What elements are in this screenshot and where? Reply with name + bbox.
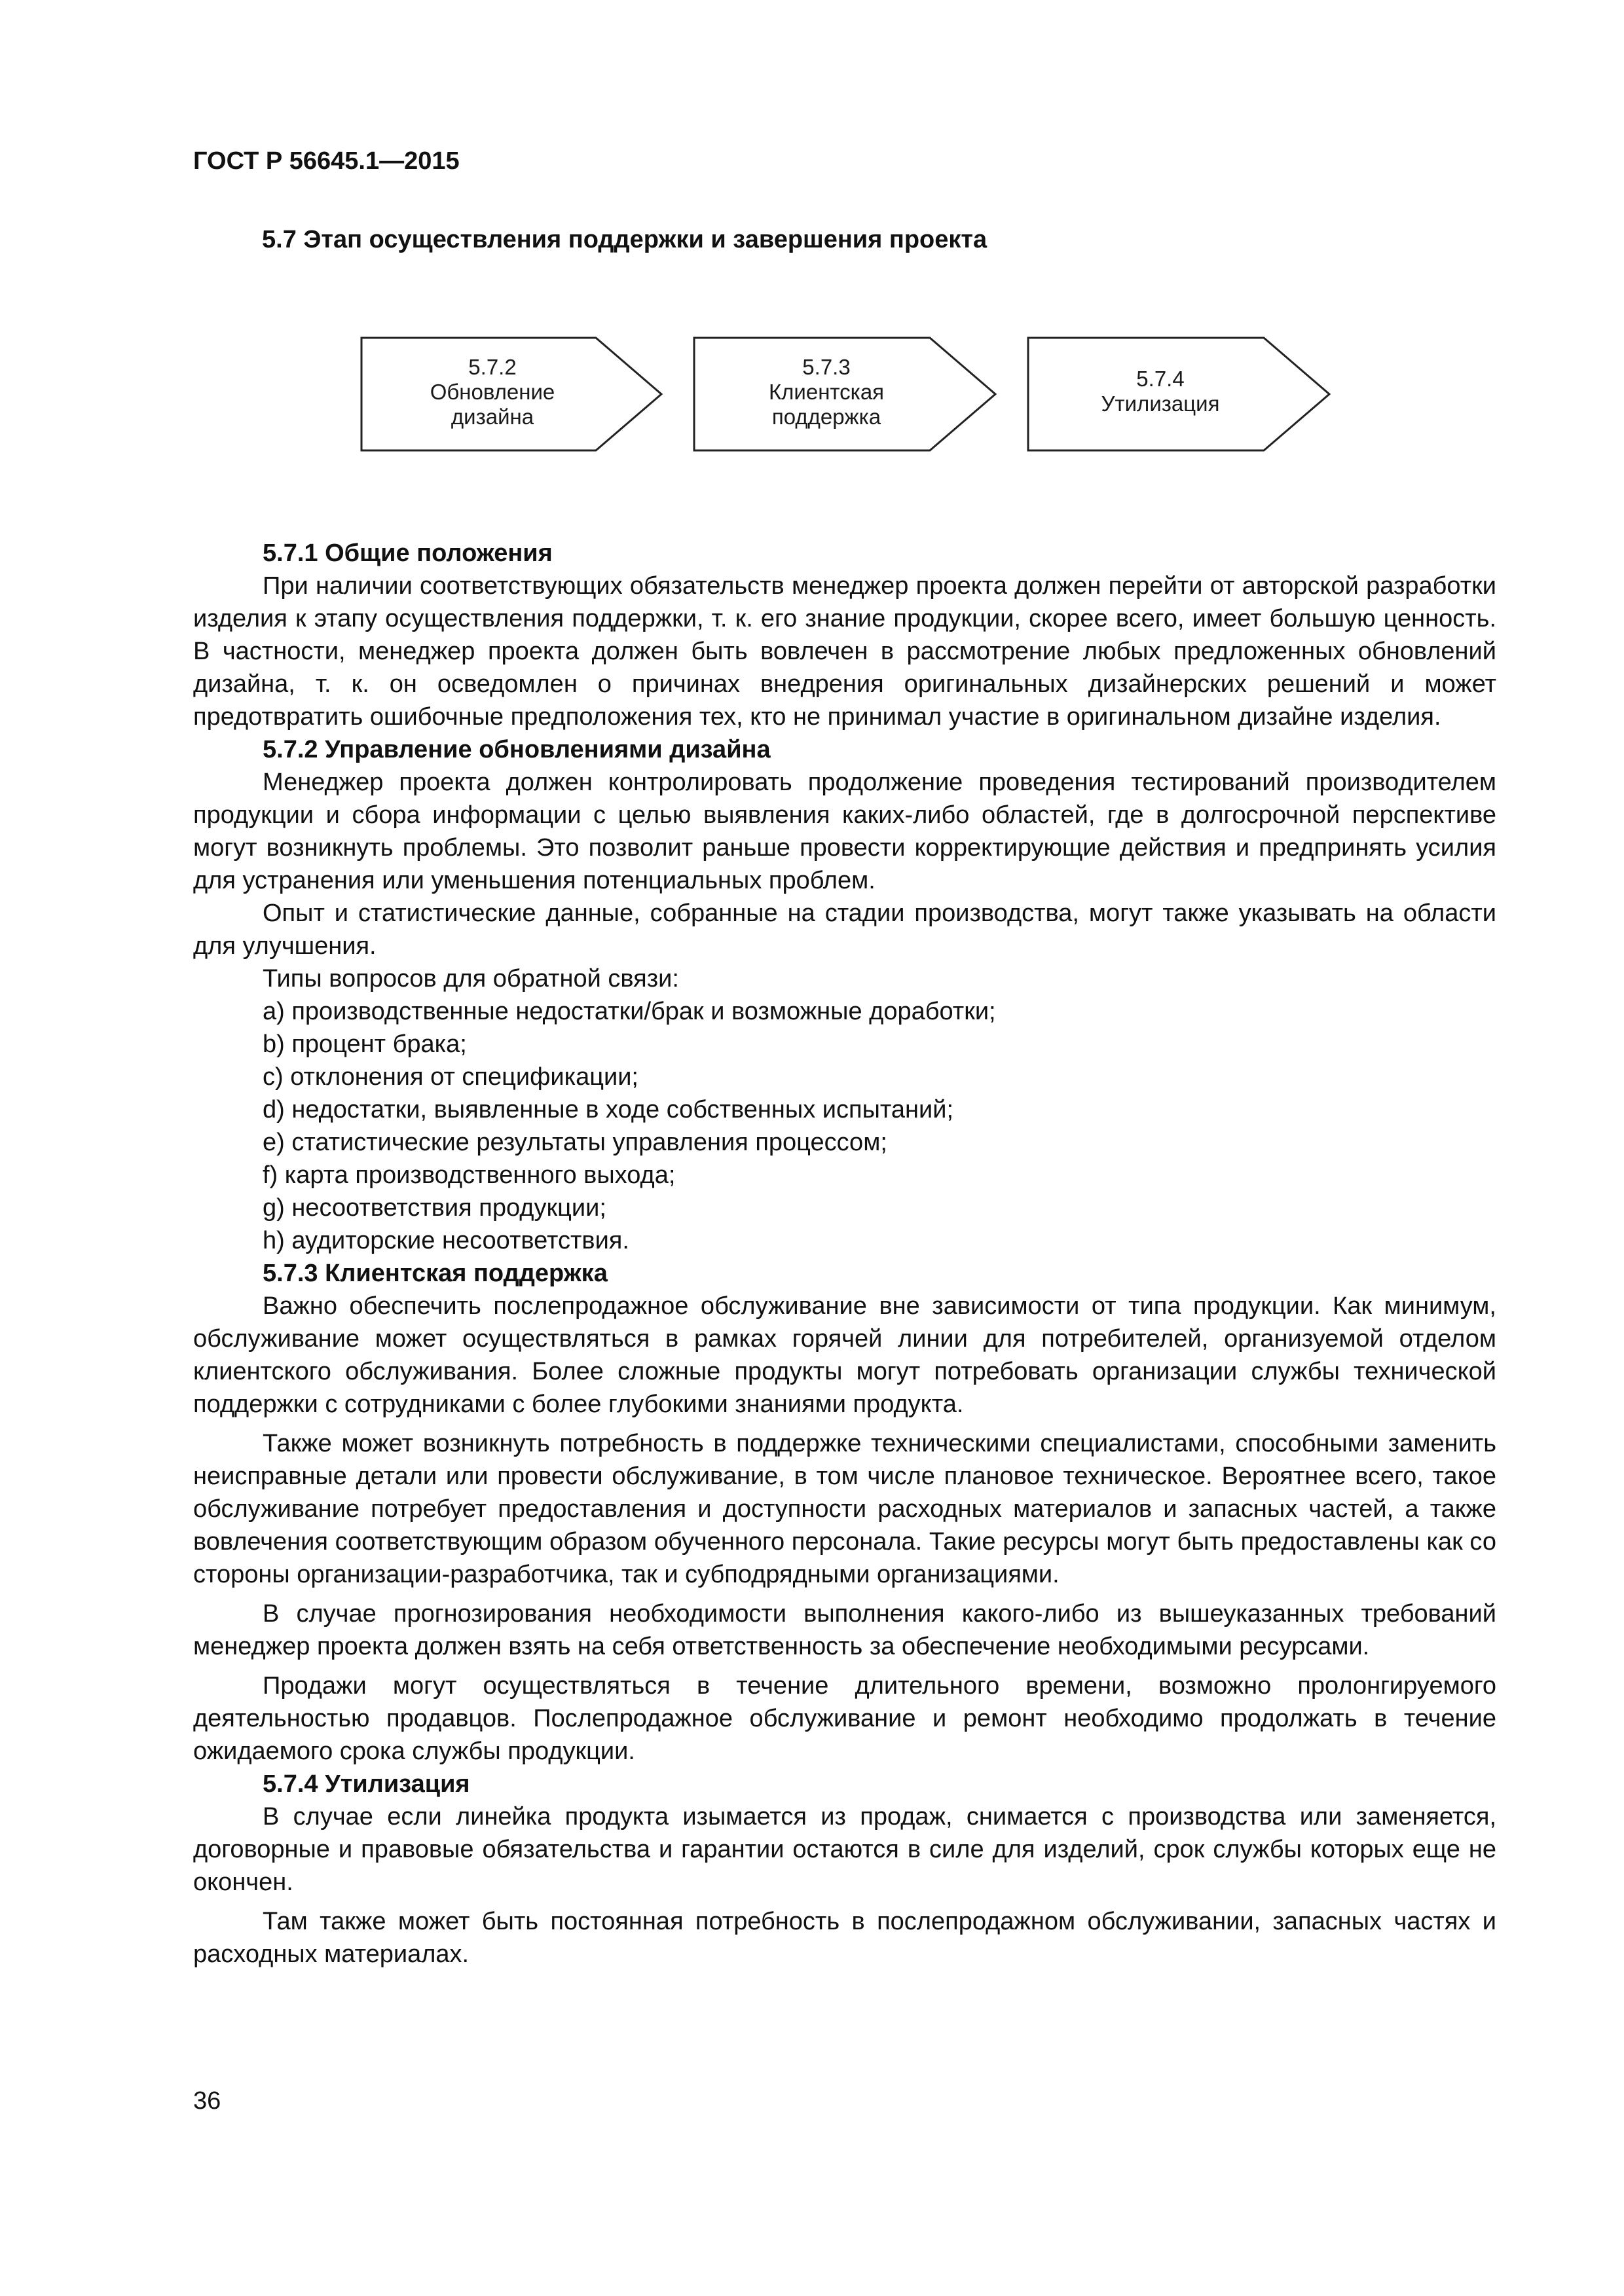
- process-step-design-update: [361, 338, 661, 450]
- paragraph: Важно обеспечить послепродажное обслуживание вне зависимости от типа продукции. Как минимум, обслуживание может осуществляться в рамках горячей линии для потребителей, организуемой отделом клиентского обслуживания. Более сложные продукты могут потребовать организации службы технической поддержки с сотрудниками с более глубокими знаниями продукта.: [193, 1292, 1496, 1418]
- paragraph: При наличии соответствующих обязательств менеджер проекта должен перейти от авторской разработки изделия к этапу осуществления поддержки, т. к. его знание продукции, скорее всего, имеет большую ценность. В частности, менеджер проекта должен быть вовлечен в рассмотрение любых предложенных обновлений дизайна, т. к. он осведомлен о причинах внедрения оригинальных дизайнерских решений и может предотвратить ошибочные предположения тех, кто не принимал участие в оригинальном дизайне изделия.: [193, 572, 1496, 731]
- list-item: e) статистические результаты управления процессом;: [263, 1129, 887, 1156]
- list-item: a) производственные недостатки/брак и возможные доработки;: [263, 998, 996, 1025]
- step-number: 5.7.2: [468, 355, 517, 379]
- step-label: Утилизация: [1101, 392, 1220, 416]
- subsection-heading: 5.7.3 Клиентская поддержка: [263, 1260, 608, 1287]
- list-item: g) несоответствия продукции;: [263, 1194, 606, 1222]
- subsection-heading: 5.7.2 Управление обновлениями дизайна: [263, 736, 771, 763]
- step-label: Обновление: [430, 380, 555, 404]
- step-label: дизайна: [451, 405, 534, 429]
- paragraph: Продажи могут осуществляться в течение длительного времени, возможно пролонгируемого деятельностью продавцов. Послепродажное обслуживание и ремонт необходимо продолжать в течение ожидаемого срока службы продукции.: [193, 1672, 1496, 1765]
- process-diagram: [354, 327, 1349, 458]
- list-intro: Типы вопросов для обратной связи:: [263, 965, 679, 993]
- list-item: d) недостатки, выявленные в ходе собственных испытаний;: [263, 1096, 954, 1123]
- paragraph: Также может возникнуть потребность в поддержке техническими специалистами, способными заменить неисправные детали или провести обслуживание, в том числе плановое техническое. Вероятнее всего, такое обслуживание потребует предоставления и доступности расходных материалов и запасных частей, а также вовлечения соответствующим образом обученного персонала. Такие ресурсы могут быть предоставлены как со стороны организации-разработчика, так и субподрядными организациями.: [193, 1430, 1496, 1588]
- subsection-heading: 5.7.1 Общие положения: [263, 539, 553, 567]
- paragraph: Менеджер проекта должен контролировать продолжение проведения тестирований производителем продукции и сбора информации с целью выявления каких-либо областей, где в долгосрочной перспективе могут возникнуть проблемы. Это позволит раньше провести корректирующие действия и предпринять усилия для устранения или уменьшения потенциальных проблем.: [193, 769, 1496, 894]
- paragraph: В случае прогнозирования необходимости выполнения какого-либо из вышеуказанных требований менеджер проекта должен взять на себя ответственность за обеспечение необходимыми ресурсами.: [193, 1600, 1496, 1660]
- standard-code: ГОСТ Р 56645.1—2015: [193, 147, 460, 175]
- step-label: поддержка: [771, 405, 881, 429]
- process-step-customer-support: [694, 338, 995, 450]
- step-number: 5.7.4: [1136, 367, 1185, 391]
- paragraph: Там также может быть постоянная потребность в послепродажном обслуживании, запасных частях и расходных материалах.: [193, 1908, 1496, 1968]
- step-number: 5.7.3: [802, 355, 851, 379]
- section-title: 5.7 Этап осуществления поддержки и завершения проекта: [262, 226, 987, 253]
- step-label: Клиентская: [768, 380, 885, 404]
- document-body: [193, 537, 1496, 1971]
- list-item: c) отклонения от спецификации;: [263, 1063, 638, 1091]
- list-item: b) процент брака;: [263, 1030, 467, 1058]
- list-item: f) карта производственного выхода;: [263, 1161, 676, 1189]
- process-step-disposal: [1028, 338, 1329, 450]
- page-number: 36: [193, 2087, 221, 2115]
- paragraph: Опыт и статистические данные, собранные на стадии производства, могут также указывать на области для улучшения.: [193, 900, 1496, 960]
- paragraph: В случае если линейка продукта изымается из продаж, снимается с производства или заменяется, договорные и правовые обязательства и гарантии остаются в силе для изделий, срок службы которых еще не окончен.: [193, 1803, 1496, 1896]
- list-item: h) аудиторские несоответствия.: [263, 1227, 629, 1254]
- subsection-heading: 5.7.4 Утилизация: [263, 1770, 470, 1798]
